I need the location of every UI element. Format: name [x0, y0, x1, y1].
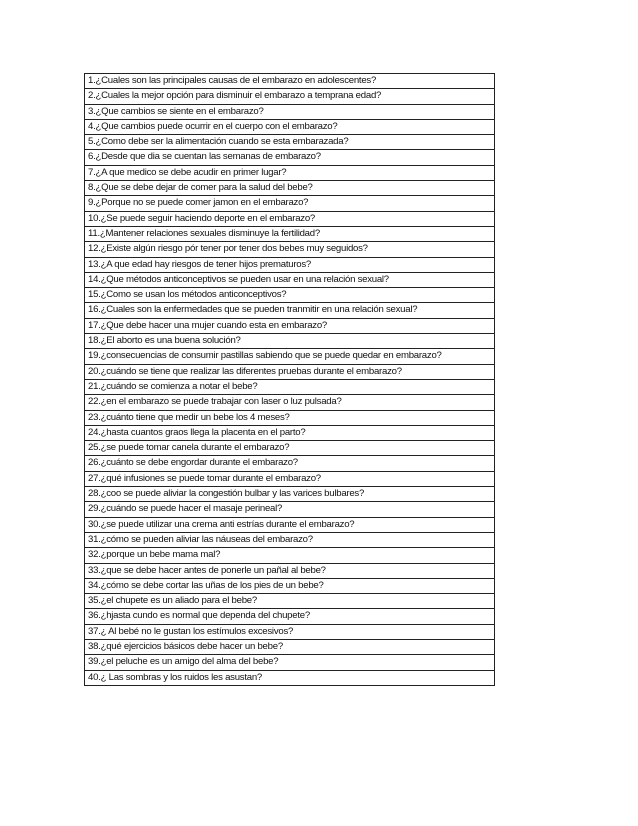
question-cell: 3.¿Que cambios se siente en el embarazo? [85, 104, 495, 119]
question-cell: 5.¿Como debe ser la alimentación cuando se esta embarazada? [85, 135, 495, 150]
table-row [85, 135, 495, 150]
table-row [85, 456, 495, 471]
question-cell: 20.¿cuándo se tiene que realizar las diferentes pruebas durante el embarazo? [85, 364, 495, 379]
question-cell: 39.¿el peluche es un amigo del alma del bebe? [85, 655, 495, 670]
table-row [85, 303, 495, 318]
table-row [85, 487, 495, 502]
table-row [85, 226, 495, 241]
question-cell: 1.¿Cuales son las principales causas de el embarazo en adolescentes? [85, 74, 495, 89]
question-cell: 9.¿Porque no se puede comer jamon en el embarazo? [85, 196, 495, 211]
table-row [85, 517, 495, 532]
table-row [85, 318, 495, 333]
table-row [85, 624, 495, 639]
question-cell: 25.¿se puede tomar canela durante el embarazo? [85, 441, 495, 456]
question-cell: 14.¿Que métodos anticonceptivos se pueden usar en una relación sexual? [85, 272, 495, 287]
table-row [85, 364, 495, 379]
table-row [85, 211, 495, 226]
table-row [85, 655, 495, 670]
table-row [85, 334, 495, 349]
table-row [85, 670, 495, 685]
table-row [85, 563, 495, 578]
questions-table [84, 73, 495, 686]
question-cell: 36.¿hjasta cundo es normal que dependa del chupete? [85, 609, 495, 624]
table-row [85, 272, 495, 287]
table-row [85, 594, 495, 609]
question-cell: 15.¿Como se usan los métodos anticonceptivos? [85, 288, 495, 303]
question-cell: 17.¿Que debe hacer una mujer cuando esta en embarazo? [85, 318, 495, 333]
question-cell: 34.¿cómo se debe cortar las uñas de los pies de un bebe? [85, 578, 495, 593]
table-row [85, 119, 495, 134]
table-row [85, 532, 495, 547]
table-row [85, 609, 495, 624]
questions-table-body [85, 74, 495, 686]
table-row [85, 288, 495, 303]
question-cell: 30.¿se puede utilizar una crema anti estrías durante el embarazo? [85, 517, 495, 532]
table-row [85, 150, 495, 165]
table-row [85, 349, 495, 364]
question-cell: 7.¿A que medico se debe acudir en primer lugar? [85, 165, 495, 180]
table-row [85, 196, 495, 211]
question-cell: 19.¿consecuencias de consumir pastillas sabiendo que se puede quedar en embarazo? [85, 349, 495, 364]
question-cell: 28.¿coo se puede aliviar la congestión bulbar y las varices bulbares? [85, 487, 495, 502]
table-row [85, 395, 495, 410]
question-cell: 13.¿A que edad hay riesgos de tener hijos prematuros? [85, 257, 495, 272]
question-cell: 16.¿Cuales son la enfermedades que se pueden tranmitir en una relación sexual? [85, 303, 495, 318]
table-row [85, 639, 495, 654]
table-row [85, 471, 495, 486]
question-cell: 18.¿El aborto es una buena solución? [85, 334, 495, 349]
table-row [85, 441, 495, 456]
question-cell: 21.¿cuándo se comienza a notar el bebe? [85, 379, 495, 394]
table-row [85, 379, 495, 394]
question-cell: 2.¿Cuales la mejor opción para disminuir el embarazo a temprana edad? [85, 89, 495, 104]
question-cell: 40.¿ Las sombras y los ruidos les asustan? [85, 670, 495, 685]
table-row [85, 578, 495, 593]
question-cell: 6.¿Desde que dia se cuentan las semanas de embarazo? [85, 150, 495, 165]
table-row [85, 425, 495, 440]
table-row [85, 165, 495, 180]
question-cell: 24.¿hasta cuantos graos llega la placenta en el parto? [85, 425, 495, 440]
question-cell: 29.¿cuándo se puede hacer el masaje perineal? [85, 502, 495, 517]
table-row [85, 104, 495, 119]
question-cell: 26.¿cuánto se debe engordar durante el embarazo? [85, 456, 495, 471]
question-cell: 10.¿Se puede seguir haciendo deporte en el embarazo? [85, 211, 495, 226]
table-row [85, 89, 495, 104]
question-cell: 37.¿ Al bebé no le gustan los estímulos excesivos? [85, 624, 495, 639]
question-cell: 32.¿porque un bebe mama mal? [85, 548, 495, 563]
table-row [85, 257, 495, 272]
question-cell: 4.¿Que cambios puede ocurrir en el cuerpo con el embarazo? [85, 119, 495, 134]
table-row [85, 242, 495, 257]
question-cell: 35.¿el chupete es un aliado para el bebe? [85, 594, 495, 609]
table-row [85, 410, 495, 425]
question-cell: 23.¿cuánto tiene que medir un bebe los 4 meses? [85, 410, 495, 425]
question-cell: 27.¿qué infusiones se puede tomar durante el embarazo? [85, 471, 495, 486]
question-cell: 33.¿que se debe hacer antes de ponerle un pañal al bebe? [85, 563, 495, 578]
table-row [85, 74, 495, 89]
table-row [85, 502, 495, 517]
table-row [85, 548, 495, 563]
question-cell: 8.¿Que se debe dejar de comer para la salud del bebe? [85, 181, 495, 196]
question-cell: 31.¿cómo se pueden aliviar las náuseas del embarazo? [85, 532, 495, 547]
question-cell: 22.¿en el embarazo se puede trabajar con laser o luz pulsada? [85, 395, 495, 410]
question-cell: 12.¿Existe algún riesgo pór tener por tener dos bebes muy seguidos? [85, 242, 495, 257]
table-row [85, 181, 495, 196]
question-cell: 38.¿qué ejercicios básicos debe hacer un bebe? [85, 639, 495, 654]
question-cell: 11.¿Mantener relaciones sexuales disminuye la fertilidad? [85, 226, 495, 241]
